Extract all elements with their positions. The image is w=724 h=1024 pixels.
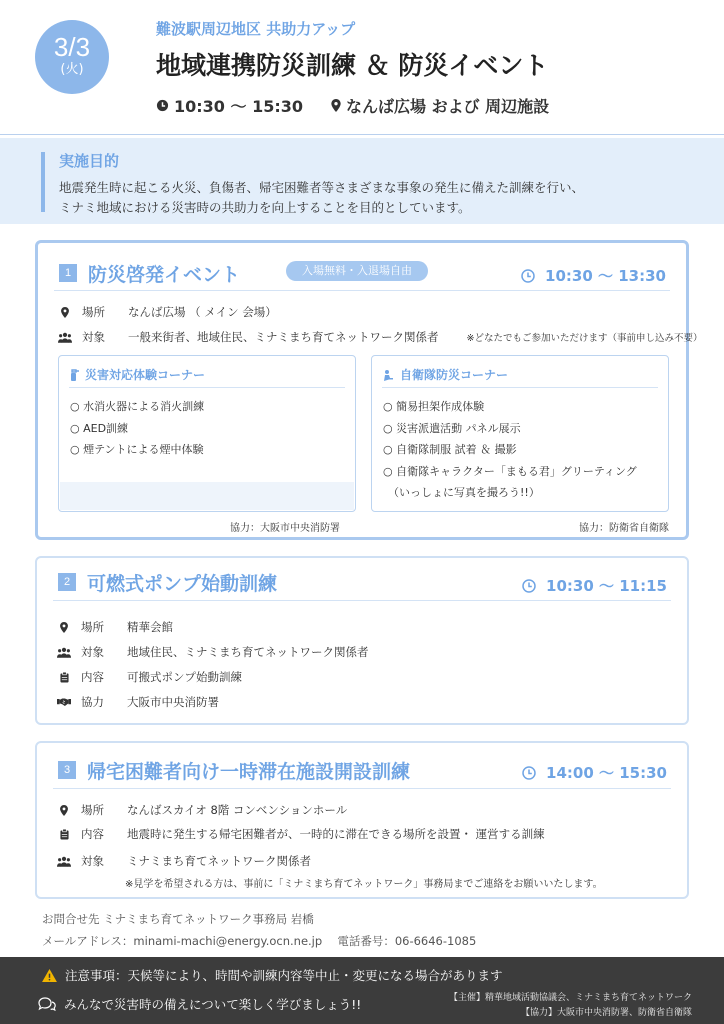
purpose-accent-bar bbox=[41, 152, 45, 212]
date-badge bbox=[35, 20, 109, 94]
list-item: ○ AED訓練 bbox=[70, 421, 129, 435]
event-number: 2 bbox=[58, 573, 76, 591]
place-row bbox=[57, 619, 173, 635]
title-underline bbox=[53, 600, 671, 601]
footer bbox=[0, 957, 724, 1024]
organizer-text: 【主催】精華地域活動協議会、ミナミまち育てネットワーク bbox=[448, 993, 692, 1003]
list-item: ○ 自衛隊制服 試着 ＆ 撮影 bbox=[383, 443, 517, 456]
chat-icon bbox=[38, 997, 56, 1011]
content-label: 内容 bbox=[81, 827, 104, 841]
target-value: ミナミまち育てネットワーク関係者 bbox=[127, 854, 311, 868]
event-number: 3 bbox=[58, 761, 76, 779]
list-item: ○ 簡易担架作成体験 bbox=[383, 400, 485, 413]
free-entry-badge: 入場無料・入退場自由 bbox=[286, 261, 428, 281]
clipboard-icon bbox=[60, 829, 69, 840]
event-number: 1 bbox=[59, 264, 77, 282]
header-place: なんば広場 および 周辺施設 bbox=[346, 97, 550, 116]
place-value: 精華会館 bbox=[127, 620, 173, 634]
title-underline bbox=[54, 290, 670, 291]
cooperation-text: 【協力】大阪市中央消防署、防衛省自衛隊 bbox=[520, 1008, 692, 1018]
purpose-title: 実施目的 bbox=[59, 152, 120, 170]
corner-title: 自衛隊防災コーナー bbox=[400, 368, 509, 382]
content-row bbox=[57, 669, 242, 685]
content-value: 可搬式ポンプ始動訓練 bbox=[127, 670, 242, 684]
header-time: 10:30 ～ 15:30 bbox=[174, 97, 304, 116]
place-label: 場所 bbox=[81, 803, 104, 817]
corner-heading bbox=[69, 366, 205, 383]
target-note-row bbox=[125, 875, 603, 890]
target-note: ※見学を希望される方は、事前に「ミナミまち育てネットワーク」事務局までご連絡をお願いいたします。 bbox=[125, 879, 603, 890]
clock-icon bbox=[522, 766, 536, 780]
map-pin-icon bbox=[331, 99, 341, 112]
place-value: なんば広場 （ メイン 会場） bbox=[128, 305, 277, 319]
clipboard-icon bbox=[60, 672, 69, 683]
target-label: 対象 bbox=[82, 330, 105, 344]
place-label: 場所 bbox=[81, 620, 104, 634]
target-note: ※どなたでもご参加いただけます（事前申し込み不要） bbox=[466, 333, 703, 344]
sdf-corner bbox=[371, 355, 669, 512]
target-row bbox=[57, 644, 369, 660]
place-row bbox=[58, 304, 277, 320]
map-pin-icon bbox=[60, 805, 68, 816]
notice-text: 注意事項：天候等により、時間や訓練内容等中止・変更になる場合があります bbox=[65, 968, 503, 983]
organizer-info bbox=[449, 991, 692, 1021]
corner-footer-shade bbox=[60, 482, 354, 510]
purpose-section bbox=[0, 138, 724, 224]
event-time bbox=[521, 265, 666, 286]
title-underline bbox=[53, 788, 671, 789]
event-title: 可燃式ポンプ始動訓練 bbox=[87, 573, 278, 595]
event-card-1 bbox=[35, 240, 703, 540]
list-item: ○ 水消火器による消火訓練 bbox=[70, 400, 205, 413]
header-divider bbox=[0, 134, 724, 135]
contact-line-2: メールアドレス：minami-machi@energy.ocn.ne.jp 電話番号：06-6646-1085 bbox=[42, 934, 477, 948]
event-time bbox=[522, 575, 667, 596]
purpose-body bbox=[59, 178, 719, 218]
list-item: （いっしょに写真を撮ろう!!） bbox=[388, 486, 540, 499]
corner-divider bbox=[69, 387, 345, 388]
target-label: 対象 bbox=[81, 645, 104, 659]
purpose-line-2: ミナミ地域における災害時の共助力を向上することを目的としています。 bbox=[59, 200, 471, 215]
list-item: ○ 自衛隊キャラクター「まもる君」グリーティング bbox=[383, 464, 637, 478]
disaster-experience-corner bbox=[58, 355, 356, 512]
corner-divider bbox=[382, 387, 658, 388]
corner-title: 災害対応体験コーナー bbox=[85, 368, 206, 382]
handshake-icon bbox=[57, 697, 71, 707]
coop-row bbox=[57, 694, 219, 710]
map-pin-icon bbox=[60, 622, 68, 633]
place-row bbox=[57, 802, 347, 818]
page-subtitle: 難波駅周辺地区 共助力アップ bbox=[156, 20, 356, 38]
message-text: みんなで災害時の備えについて楽しく学びましょう!! bbox=[64, 997, 362, 1012]
corner-heading bbox=[382, 366, 508, 383]
left-cooperation: 協力：大阪市中央消防署 bbox=[230, 523, 340, 534]
event-date: 3/3 bbox=[53, 32, 91, 62]
clock-icon bbox=[156, 99, 169, 112]
list-item: ○ 災害派遣活動 パネル展示 bbox=[383, 421, 521, 435]
event-weekday: (火) bbox=[60, 62, 84, 77]
event-time bbox=[522, 762, 667, 783]
place-value: なんばスカイオ 8階 コンベンションホール bbox=[127, 803, 348, 817]
corner-item-list bbox=[70, 396, 204, 461]
content-row bbox=[57, 826, 545, 842]
map-pin-icon bbox=[61, 307, 69, 318]
target-value: 一般来街者、地域住民、ミナミまち育てネットワーク関係者 bbox=[128, 330, 439, 344]
content-label: 内容 bbox=[81, 670, 104, 684]
contact-line-1: お問合せ先 ミナミまち育てネットワーク事務局 岩橋 bbox=[42, 912, 314, 926]
target-label: 対象 bbox=[81, 854, 104, 868]
target-row bbox=[57, 853, 311, 869]
coop-value: 大阪市中央消防署 bbox=[127, 695, 219, 709]
people-icon bbox=[57, 647, 71, 658]
event-time-text: 14:00 ～ 15:30 bbox=[546, 764, 667, 782]
header-info bbox=[156, 94, 549, 117]
event-card-3 bbox=[35, 741, 689, 899]
soldier-icon bbox=[382, 369, 394, 381]
notice-row bbox=[42, 966, 503, 984]
event-card-2 bbox=[35, 556, 689, 725]
coop-label: 協力 bbox=[81, 695, 104, 709]
list-item: ○ 煙テントによる煙中体験 bbox=[70, 443, 204, 456]
page-title: 地域連携防災訓練 ＆ 防災イベント bbox=[156, 51, 549, 80]
content-value: 地震時に発生する帰宅困難者が、一時的に滞在できる場所を設置・ 運営する訓練 bbox=[127, 827, 545, 841]
clock-icon bbox=[521, 269, 535, 283]
purpose-line-1: 地震発生時に起こる火災、負傷者、帰宅困難者等さまざまな事象の発生に備えた訓練を行い、 bbox=[59, 180, 585, 195]
right-cooperation: 協力：防衛省自衛隊 bbox=[579, 523, 669, 534]
message-row bbox=[38, 995, 361, 1013]
extinguisher-icon bbox=[69, 369, 79, 381]
target-value: 地域住民、ミナミまち育てネットワーク関係者 bbox=[127, 645, 369, 659]
people-icon bbox=[57, 856, 71, 867]
event-time-text: 10:30 ～ 13:30 bbox=[545, 267, 666, 285]
corner-item-list bbox=[383, 396, 637, 504]
warning-icon bbox=[42, 969, 57, 982]
clock-icon bbox=[522, 579, 536, 593]
header bbox=[0, 0, 724, 135]
people-icon bbox=[58, 332, 72, 343]
event-title: 帰宅困難者向け一時滞在施設開設訓練 bbox=[87, 761, 411, 783]
event-title: 防災啓発イベント bbox=[88, 264, 241, 286]
target-row bbox=[58, 329, 702, 345]
place-label: 場所 bbox=[82, 305, 105, 319]
event-time-text: 10:30 ～ 11:15 bbox=[546, 577, 667, 595]
